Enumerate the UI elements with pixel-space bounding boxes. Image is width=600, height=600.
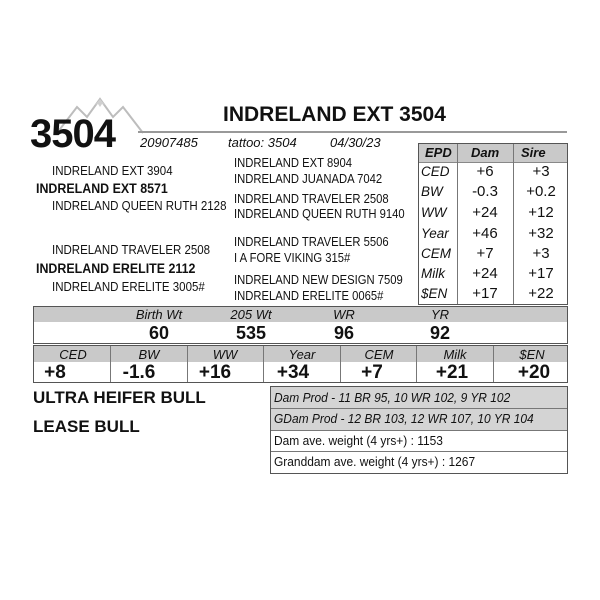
epd-trait: WW bbox=[421, 205, 447, 220]
pedigree-sire: INDRELAND EXT 8571 bbox=[36, 181, 168, 196]
granddam-average-weight-text: Granddam ave. weight (4 yrs+) : 1267 bbox=[274, 454, 476, 469]
production-box bbox=[270, 386, 568, 474]
tattoo: tattoo: 3504 bbox=[228, 135, 297, 150]
pedigree-dam-sire-dam: I A FORE VIKING 315# bbox=[234, 251, 351, 265]
pedigree-dam-sire: INDRELAND TRAVELER 2508 bbox=[52, 243, 211, 257]
birth-date: 04/30/23 bbox=[330, 135, 381, 150]
epd-value-year: +34 bbox=[276, 362, 310, 383]
epd-label-en: $EN bbox=[519, 347, 545, 362]
perf-value-205-wt: 535 bbox=[235, 323, 267, 343]
animal-name: INDRELAND EXT 3504 bbox=[223, 103, 446, 126]
epd-value-ced: +8 bbox=[44, 362, 66, 383]
epd-label-cem: CEM bbox=[364, 347, 394, 362]
perf-label-birth-wt: Birth Wt bbox=[135, 307, 183, 322]
perf-label-205-wt: 205 Wt bbox=[230, 307, 272, 322]
registration-number: 20907485 bbox=[140, 135, 198, 150]
performance-header bbox=[34, 307, 567, 322]
production-separator bbox=[271, 408, 567, 409]
epd-sire-value: +17 bbox=[528, 265, 554, 282]
granddam-average-weight bbox=[274, 454, 493, 469]
pedigree-dam-dam: INDRELAND ERELITE 3005# bbox=[52, 280, 205, 294]
pedigree-dam: INDRELAND ERELITE 2112 bbox=[36, 261, 196, 276]
epd-value-milk: +21 bbox=[435, 362, 469, 383]
table-divider bbox=[513, 144, 514, 304]
epd-sire-value: +32 bbox=[528, 225, 554, 242]
parent-epd-table bbox=[418, 143, 568, 305]
perf-value-wr: 96 bbox=[333, 323, 355, 343]
perf-label-wr: WR bbox=[333, 307, 355, 322]
title-rule bbox=[138, 131, 567, 133]
pedigree-sire-sire: INDRELAND EXT 3904 bbox=[52, 164, 173, 178]
perf-label-yr: YR bbox=[430, 307, 450, 322]
lot-number: 3504 bbox=[30, 112, 115, 156]
production-separator bbox=[271, 430, 567, 431]
epd-trait: CED bbox=[421, 164, 450, 179]
epd-dam-value: +17 bbox=[472, 285, 498, 302]
dam-production-text: Dam Prod - 11 BR 95, 10 WR 102, 9 YR 102 bbox=[274, 390, 511, 405]
epd-label-ww: WW bbox=[212, 347, 238, 362]
epd-value-bw: -1.6 bbox=[122, 362, 156, 383]
epd-dam-value: +24 bbox=[472, 204, 498, 221]
epd-sire-value: +0.2 bbox=[526, 183, 556, 200]
gdam-production-text: GDam Prod - 12 BR 103, 12 WR 107, 10 YR 104 bbox=[274, 411, 534, 426]
epd-dam-value: +7 bbox=[476, 245, 494, 262]
epd-trait: CEM bbox=[421, 246, 451, 261]
dam-average-weight-text: Dam ave. weight (4 yrs+) : 1153 bbox=[274, 433, 443, 448]
dam-average-weight bbox=[274, 433, 458, 448]
epd-dam-value: -0.3 bbox=[472, 183, 498, 200]
remark-lease-bull: LEASE BULL bbox=[33, 417, 140, 436]
table-divider bbox=[457, 144, 458, 304]
epd-sire-value: +12 bbox=[528, 204, 554, 221]
epd-label-bw: BW bbox=[138, 347, 160, 362]
epd-dam-value: +46 bbox=[472, 225, 498, 242]
epd-label-milk: Milk bbox=[443, 347, 467, 362]
pedigree-sire-dam-sire: INDRELAND TRAVELER 2508 bbox=[234, 192, 389, 206]
gdam-production bbox=[274, 411, 556, 426]
epd-label-ced: CED bbox=[59, 347, 87, 362]
perf-value-birth-wt: 60 bbox=[148, 323, 170, 343]
band-divider bbox=[493, 346, 494, 382]
production-separator bbox=[271, 451, 567, 452]
pedigree-sire-dam: INDRELAND QUEEN RUTH 2128 bbox=[52, 199, 227, 213]
remark-ultra-heifer-bull: ULTRA HEIFER BULL bbox=[33, 388, 206, 407]
pedigree-dam-dam-dam: INDRELAND ERELITE 0065# bbox=[234, 289, 384, 303]
epd-header-sire: Sire bbox=[521, 145, 546, 160]
epd-sire-value: +22 bbox=[528, 285, 554, 302]
perf-value-yr: 92 bbox=[429, 323, 451, 343]
parent-epd-header bbox=[419, 144, 567, 163]
pedigree-sire-dam-dam: INDRELAND QUEEN RUTH 9140 bbox=[234, 207, 405, 221]
epd-header-trait: EPD bbox=[425, 145, 452, 160]
epd-trait: $EN bbox=[421, 286, 448, 301]
epd-sire-value: +3 bbox=[532, 163, 550, 180]
epd-dam-value: +24 bbox=[472, 265, 498, 282]
epd-value-cem: +7 bbox=[361, 362, 383, 383]
epd-value-en: +20 bbox=[517, 362, 551, 383]
pedigree-dam-sire-sire: INDRELAND TRAVELER 5506 bbox=[234, 235, 389, 249]
pedigree-sire-sire-sire: INDRELAND EXT 8904 bbox=[234, 156, 352, 170]
epd-dam-value: +6 bbox=[476, 163, 494, 180]
epd-trait: Year bbox=[421, 226, 449, 241]
pedigree-sire-sire-dam: INDRELAND JUANADA 7042 bbox=[234, 172, 383, 186]
performance-band bbox=[33, 306, 568, 344]
pedigree-dam-dam-sire: INDRELAND NEW DESIGN 7509 bbox=[234, 273, 403, 287]
epd-value-ww: +16 bbox=[198, 362, 232, 383]
epd-band bbox=[33, 345, 568, 383]
epd-header-dam: Dam bbox=[471, 145, 500, 160]
epd-label-year: Year bbox=[288, 347, 316, 362]
epd-sire-value: +3 bbox=[532, 245, 550, 262]
epd-trait: Milk bbox=[421, 266, 445, 281]
dam-production bbox=[274, 390, 531, 405]
epd-trait: BW bbox=[421, 184, 443, 199]
